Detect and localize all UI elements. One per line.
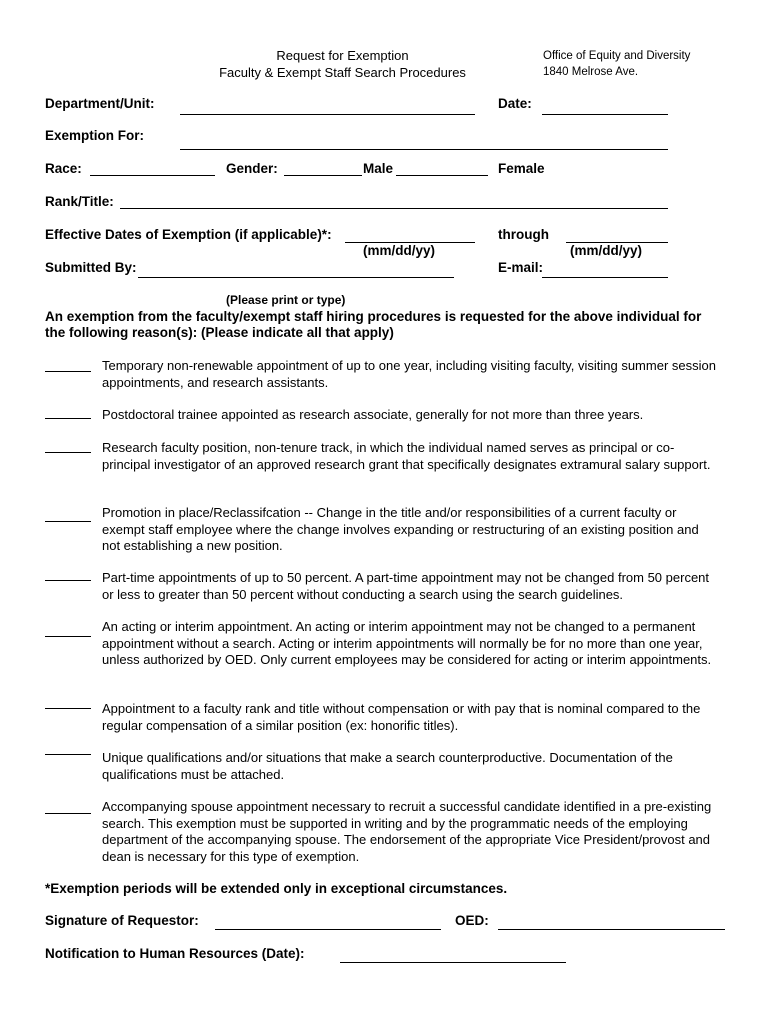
office-name: Office of Equity and Diversity: [543, 50, 691, 62]
date-format-hint-end: (mm/dd/yy): [570, 243, 643, 258]
female-label: Female: [498, 161, 545, 176]
rank-title-label: Rank/Title:: [45, 194, 114, 209]
footnote: *Exemption periods will be extended only in exceptional circumstances.: [45, 881, 508, 896]
oed-label: OED:: [455, 913, 489, 928]
reason-text-2: Postdoctoral trainee appointed as research associate, generally for not more than three years.: [102, 407, 644, 422]
reason-checkbox-5[interactable]: [45, 580, 91, 581]
email-label: E-mail:: [498, 260, 544, 275]
submitted-by-field[interactable]: [138, 277, 454, 278]
exemption-for-field[interactable]: [180, 149, 668, 150]
notification-label: Notification to Human Resources (Date):: [45, 946, 305, 961]
through-label: through: [498, 227, 549, 242]
requestor-signature-label: Signature of Requestor:: [45, 913, 199, 928]
reason-checkbox-1[interactable]: [45, 371, 91, 372]
office-address: 1840 Melrose Ave.: [543, 66, 639, 78]
date-field[interactable]: [542, 114, 668, 115]
reason-checkbox-8[interactable]: [45, 754, 91, 755]
reason-text-1: Temporary non-renewable appointment of up to one year, including visiting faculty, visiting summer session appointments, and research assistants.: [102, 358, 716, 390]
form-subtitle: Faculty & Exempt Staff Search Procedures: [219, 65, 466, 80]
gender-label: Gender:: [226, 161, 278, 176]
male-label: Male: [363, 161, 394, 176]
exemption-for-label: Exemption For:: [45, 128, 145, 143]
race-field[interactable]: [90, 175, 215, 176]
form-title: Request for Exemption: [276, 48, 409, 63]
intro-text: An exemption from the faculty/exempt staff hiring procedures is requested for the above individual for the following reason(s): (Please indicate all that apply): [45, 309, 702, 340]
reason-checkbox-3[interactable]: [45, 452, 91, 453]
reason-text-8: Unique qualifications and/or situations that make a search counterproductive. Documentation of the qualifications must be attached.: [102, 750, 673, 782]
reason-checkbox-4[interactable]: [45, 521, 91, 522]
submitted-by-label: Submitted By:: [45, 260, 137, 275]
female-blank[interactable]: [396, 175, 488, 176]
reason-text-5: Part-time appointments of up to 50 percent. A part-time appointment may not be changed from 50 percent or less to greater than 50 percent without conducting a search using the search guidelines.: [102, 570, 710, 602]
reason-text-6: An acting or interim appointment. An acting or interim appointment may not be changed to a permanent appointment without a search. Acting or interim appointments will normally be for no more than one year, unless authorized by OED. Only current employees may be considered for acting or interim appointments.: [102, 619, 712, 667]
reason-text-9: Accompanying spouse appointment necessary to recruit a successful candidate identified in a pre-existing search. This exemption must be supported in writing and by the programmatic needs of the employing department of the accompanying spouse. The endorsement of the appropriate Vice President/provost and dean is necessary for this type of exemption.: [102, 799, 712, 864]
date-format-hint-start: (mm/dd/yy): [363, 243, 436, 258]
requestor-signature-field[interactable]: [215, 929, 441, 930]
reason-checkbox-2[interactable]: [45, 418, 91, 419]
race-label: Race:: [45, 161, 82, 176]
date-label: Date:: [498, 96, 532, 111]
rank-title-field[interactable]: [120, 208, 668, 209]
department-field[interactable]: [180, 114, 475, 115]
email-field[interactable]: [542, 277, 668, 278]
male-blank[interactable]: [284, 175, 362, 176]
print-note: (Please print or type): [226, 293, 346, 307]
reason-checkbox-6[interactable]: [45, 636, 91, 637]
oed-signature-field[interactable]: [498, 929, 725, 930]
reason-text-7: Appointment to a faculty rank and title without compensation or with pay that is nominal compared to the regular compensation of a similar position (ex: honorific titles).: [102, 701, 701, 733]
reason-text-4: Promotion in place/Reclassifcation -- Change in the title and/or responsibilities of a current faculty or exempt staff employee where the change involves expanding or restructuring of an existing position and not establishing a new position.: [102, 505, 699, 553]
reason-checkbox-9[interactable]: [45, 813, 91, 814]
effective-dates-label: Effective Dates of Exemption (if applicable)*:: [45, 227, 332, 242]
department-label: Department/Unit:: [45, 96, 155, 111]
reason-checkbox-7[interactable]: [45, 708, 91, 709]
notification-date-field[interactable]: [340, 962, 566, 963]
reason-text-3: Research faculty position, non-tenure track, in which the individual named serves as principal or co-principal investigator of an approved research grant that specifically designates extramural salary support.: [102, 440, 711, 472]
